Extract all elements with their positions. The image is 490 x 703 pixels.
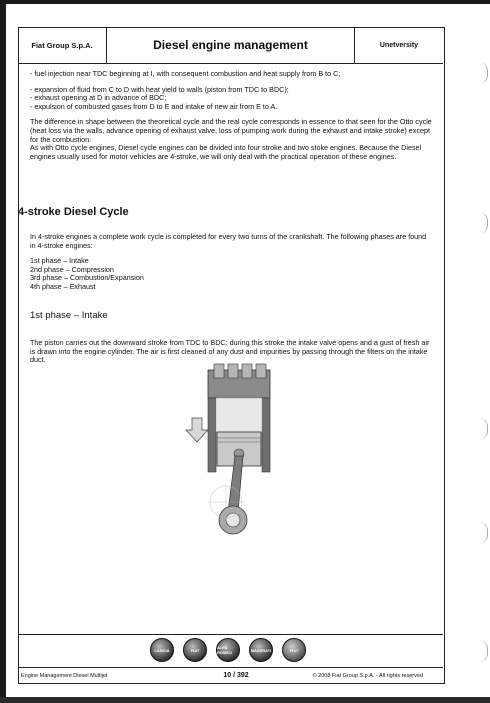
phase-item: 4th phase – Exhaust (30, 281, 96, 291)
page-header (18, 27, 443, 64)
section-text (30, 233, 432, 292)
paragraph: The difference in shape between the theoretical cycle and the real cycle corresponds in essence to that seen for the Otto cycle (heat loss via the walls, advance opening of exhaust valve, loss of pumping work during the exhaust and intake stroke) except for the combustion. (30, 117, 432, 144)
section-heading: 4-stroke Diesel Cycle (18, 206, 129, 218)
engine-intake-illustration (180, 362, 290, 552)
footer-doc-title: Engine Management Diesel Multijet (21, 672, 108, 679)
margin-mark (479, 212, 488, 234)
phase-item: 3rd phase – Combustion/Expansion (30, 273, 144, 283)
fiat-logo: FIAT (183, 638, 207, 662)
phase-item: 2nd phase – Compression (30, 264, 114, 274)
page-footer (18, 667, 443, 683)
margin-mark (479, 522, 488, 544)
paragraph: As with Otto cycle engines, Diesel cycle engines can be divided into four stroke and two stoke engines. Because the Diesel engines usually used for motor vehicles are 4-stroke, we will only deal with the practical operation of these engines. (30, 143, 422, 161)
phase-item: 1st phase – Intake (30, 256, 89, 266)
company-name: Fiat Group S.p.A. (18, 27, 107, 63)
brand-name: Unetversity (379, 41, 419, 49)
scan-border-left (0, 0, 6, 703)
alfa-romeo-logo: ALFA ROMEO (216, 638, 240, 662)
page-number: 10 / 392 (223, 672, 249, 679)
bullet-item: - expulsion of combusted gases from D to E and intake of new air from E to A. (30, 101, 278, 111)
footer-separator (18, 634, 443, 635)
scan-border-bottom (0, 697, 490, 703)
maserati-logo: MASERATI (249, 638, 273, 662)
scan-border-top (0, 0, 490, 4)
lancia-logo: LANCIA (150, 638, 174, 662)
intro-bullets (30, 86, 432, 112)
intro-text (30, 70, 432, 168)
bullet-item: - exhaust opening at D in advance of BDC; (30, 93, 167, 103)
intro-line: - fuel injection near TDC beginning at I, with consequent combustion and heat supply from B to C; (30, 69, 341, 78)
phase-list (30, 257, 432, 291)
copyright: © 2008 Fiat Group S.p.A. - All rights reserved (312, 672, 423, 679)
subsection-heading: 1st phase – Intake (30, 310, 108, 321)
paragraph: The piston carries out the downward stroke from TDC to BDC; during this stroke the intake valve opens and a gust of fresh air is drawn into the engine cylinder. The air is first cleaned of any dust and impurities by passing through the filters on the intake duct. (30, 338, 430, 365)
page-title: Diesel engine management (107, 27, 355, 63)
margin-mark (479, 62, 488, 84)
brand-logos (150, 638, 306, 662)
margin-mark (479, 418, 488, 440)
margin-mark (479, 640, 488, 662)
paragraph: In 4-stroke engines a complete work cycle is completed for every two turns of the crankshaft. The following phases are found in 4-stroke engines: (30, 232, 427, 250)
fiat-professional-logo: FIAT (282, 638, 306, 662)
bullet-item: - expansion of fluid from C to D with heat yield to walls (piston from TDC to BDC); (30, 84, 289, 94)
